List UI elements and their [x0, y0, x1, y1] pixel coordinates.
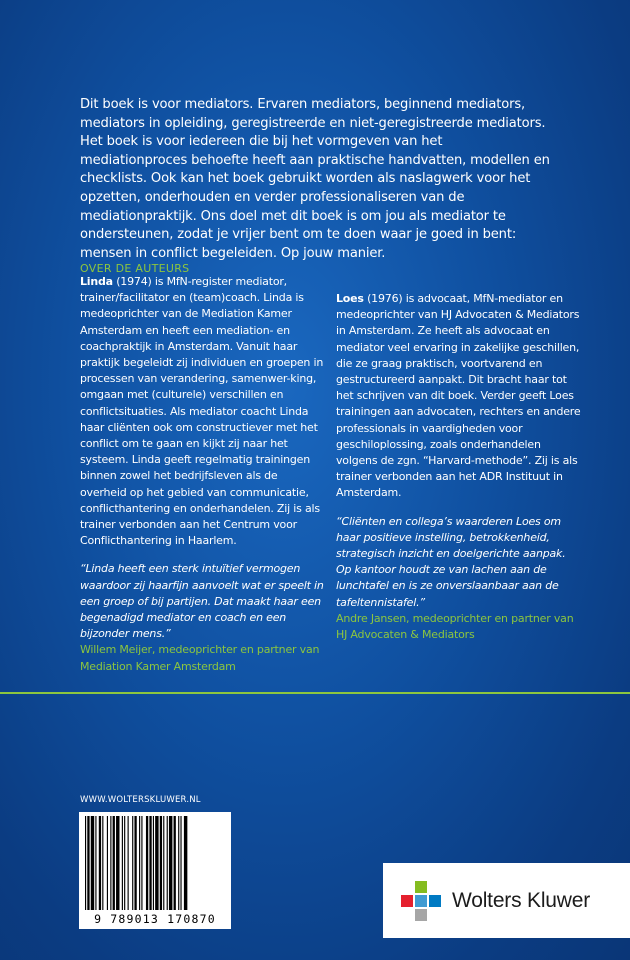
author-name-loes: Loes	[336, 292, 364, 305]
logo-wordmark: Wolters Kluwer	[452, 888, 591, 912]
barcode-bar	[99, 816, 101, 910]
barcode-bar	[155, 816, 158, 910]
author-bio-linda	[80, 274, 325, 549]
barcode-bars-icon	[85, 816, 225, 910]
barcode-bar	[128, 816, 129, 910]
testimonial-author-loes: Andre Jansen, medeoprichter en partner van HJ Advocaten & Mediators	[336, 611, 574, 642]
barcode-bar	[132, 816, 133, 910]
authors-heading: OVER DE AUTEURS	[80, 262, 190, 275]
barcode-bar	[184, 816, 187, 910]
barcode-bar	[169, 816, 172, 910]
barcode-bar	[167, 816, 168, 910]
barcode-bar	[122, 816, 123, 910]
barcode-bar	[102, 816, 103, 910]
barcode-bar	[139, 816, 140, 910]
barcode-bar	[160, 816, 162, 910]
barcode-bar	[141, 816, 142, 910]
barcode-bar	[124, 816, 125, 910]
intro-paragraph: Dit boek is voor mediators. Ervaren mediators, beginnend mediators, mediators in opleiding, geregistreerde en niet-geregistreerde mediators. Het boek is voor iedereen die bij het vormgeven van het mediationproces behoefte heeft aan praktische handvatten, modellen en checklists. Ook kan het boek gebruikt worden als naslagwerk voor het opzetten, onderhouden en verder professionaliseren van de mediationpraktijk. Ons doel met dit boek is om jou als mediator te ondersteunen, zodat je vrijer bent om te doen waar je goed in bent: mensen in conflict begeleiden. Op jouw manier.	[80, 97, 550, 261]
author-bio-loes	[336, 291, 581, 502]
barcode-bar	[180, 816, 181, 910]
testimonial-quote-linda: “Linda heeft een sterk intuïtief vermogen waardoor zij haarfijn aanvoelt wat er speelt in een groep of bij partijen. Dat maakt haar een begenadigd mediator en coach en een bijzonder mens.”	[80, 562, 324, 641]
barcode-bar	[174, 816, 176, 910]
barcode-bar	[113, 816, 115, 910]
isbn-barcode	[79, 812, 231, 929]
isbn-digits: 9 789013 170870	[94, 912, 216, 926]
barcode-bar	[116, 816, 119, 910]
barcode-bar	[85, 816, 86, 910]
barcode-bar	[95, 816, 96, 910]
publisher-website[interactable]: WWW.WOLTERSKLUWER.NL	[80, 795, 201, 805]
author-column-linda	[80, 274, 325, 675]
barcode-bar	[153, 816, 154, 910]
publisher-logo	[383, 863, 630, 938]
barcode-bar	[91, 816, 94, 910]
barcode-bar	[107, 816, 108, 910]
green-divider	[0, 692, 630, 694]
author-bio-text-loes: (1976) is advocaat, MfN-mediator en medeoprichter van HJ Advocaten & Mediators in Amsterdam. Ze heeft als advocaat en mediator veel ervaring in zakelijke geschillen, die ze graag praktisch, voortvarend en gestructureerd aanpakt. Dit bracht haar tot het schrijven van dit boek. Verder geeft Loes trainingen aan advocaten, rechters en andere professionals in vaardigheden voor geschiloplossing, zoals onderhandelen volgens de zgn. “Harvard-methode”. Zij is als trainer verbonden aan het ADR Instituut in Amsterdam.	[336, 292, 581, 500]
author-name-linda: Linda	[80, 275, 113, 288]
barcode-bar	[110, 816, 111, 910]
barcode-bar	[134, 816, 136, 910]
barcode-bar	[178, 816, 179, 910]
barcode-bar	[146, 816, 148, 910]
barcode-bar	[163, 816, 164, 910]
barcode-bar	[149, 816, 151, 910]
barcode-bar	[87, 816, 89, 910]
testimonial-quote-loes: “Cliënten en collega’s waarderen Loes om haar positieve instelling, betrokkenheid, strategisch inzicht en doelgerichte aanpak. Op kantoor houdt ze van lachen aan de lunchtafel en is ze onverslaanbaar aan de tafeltennistafel.”	[336, 514, 566, 609]
testimonial-author-linda: Willem Meijer, medeoprichter en partner van Mediation Kamer Amsterdam	[80, 643, 320, 673]
wolters-kluwer-mark-icon	[399, 879, 443, 923]
author-column-loes	[336, 274, 581, 643]
author-bio-text-linda: (1974) is MfN-register mediator, trainer/facilitator en (team)coach. Linda is medeoprichter van de Mediation Kamer Amsterdam en heeft een mediation- en coachpraktijk in Amsterdam. Vanuit haar praktijk begeleidt zij individuen en groepen in processen van verandering, samenwer-king, omgaan met (culturele) verschillen en conflictsituaties. Als mediator coacht Linda haar cliënten ook om constructiever met het conflict om te gaan en kijkt zij naar het systeem. Linda geeft regelmatig trainingen binnen zowel het bedrijfsleven als de overheid op het gebied van communicatie, conflicthantering en onderhandelen. Zij is als trainer verbonden aan het Centrum voor Conflicthantering in Haarlem.	[80, 275, 324, 548]
